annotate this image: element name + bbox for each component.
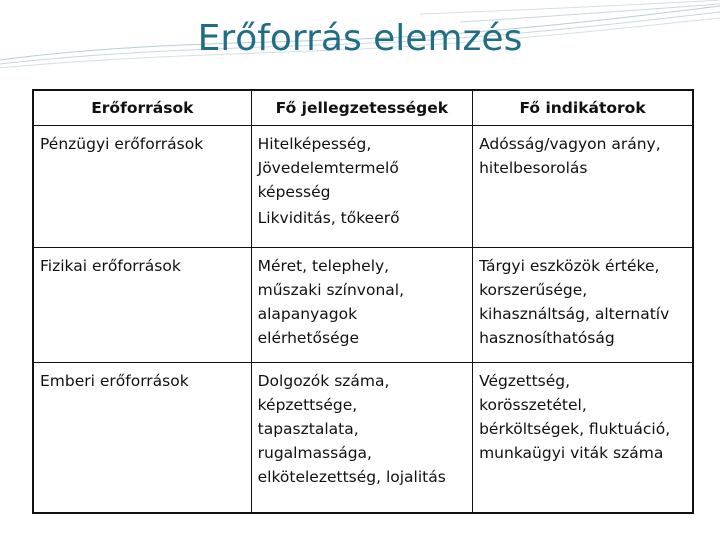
text-line: munkaügyi viták száma [479, 444, 664, 462]
cell-indicators [473, 363, 693, 514]
text-line: bérköltségek, fluktuáció, [479, 420, 671, 438]
text-line: rugalmassága, [257, 444, 372, 462]
text-line: Méret, telephely, [257, 257, 390, 275]
text-line: Likviditás, tőkeerő [257, 209, 400, 227]
text-line: elérhetősége [257, 329, 360, 347]
header-indicators: Fő indikátorok [473, 90, 693, 126]
text-line: Hitelképesség, [257, 135, 372, 153]
slide-title: Erőforrás elemzés [197, 18, 523, 59]
text-line: képesség [257, 183, 331, 201]
table-header-row [33, 90, 693, 126]
text-line: Adósság/vagyon arány, [479, 135, 661, 153]
cell-features [251, 248, 472, 363]
text-line: hitelbesorolás [479, 159, 588, 177]
cell-indicators [473, 248, 693, 363]
cell-features [251, 363, 472, 514]
cell-resource: Fizikai erőforrások [33, 248, 251, 363]
header-features: Fő jellegzetességek [251, 90, 472, 126]
text-line: alapanyagok [257, 305, 358, 323]
table-row-financial [33, 126, 693, 248]
text-line: korösszetétel, [479, 396, 587, 414]
table-row-human [33, 363, 693, 514]
text-line: Dolgozók száma, [257, 372, 390, 390]
text-line: Végzettség, [479, 372, 571, 390]
resource-table [32, 89, 694, 514]
text-line: tapasztalata, [257, 420, 359, 438]
text-line: Tárgyi eszközök értéke, [479, 257, 660, 275]
table-row-physical [33, 248, 693, 363]
text-line: korszerűsége, [479, 281, 588, 299]
cell-resource: Pénzügyi erőforrások [33, 126, 251, 248]
cell-indicators [473, 126, 693, 248]
cell-resource: Emberi erőforrások [33, 363, 251, 514]
text-line: képzettsége, [257, 396, 358, 414]
text-line: műszaki színvonal, [257, 281, 405, 299]
text-line: elkötelezettség, lojalitás [257, 468, 446, 486]
text-line: kihasználtság, alternatív [479, 305, 670, 323]
text-line: hasznosíthatóság [479, 329, 615, 347]
cell-features [251, 126, 472, 248]
text-line: Jövedelemtermelő [257, 159, 399, 177]
header-resources: Erőforrások [33, 90, 251, 126]
